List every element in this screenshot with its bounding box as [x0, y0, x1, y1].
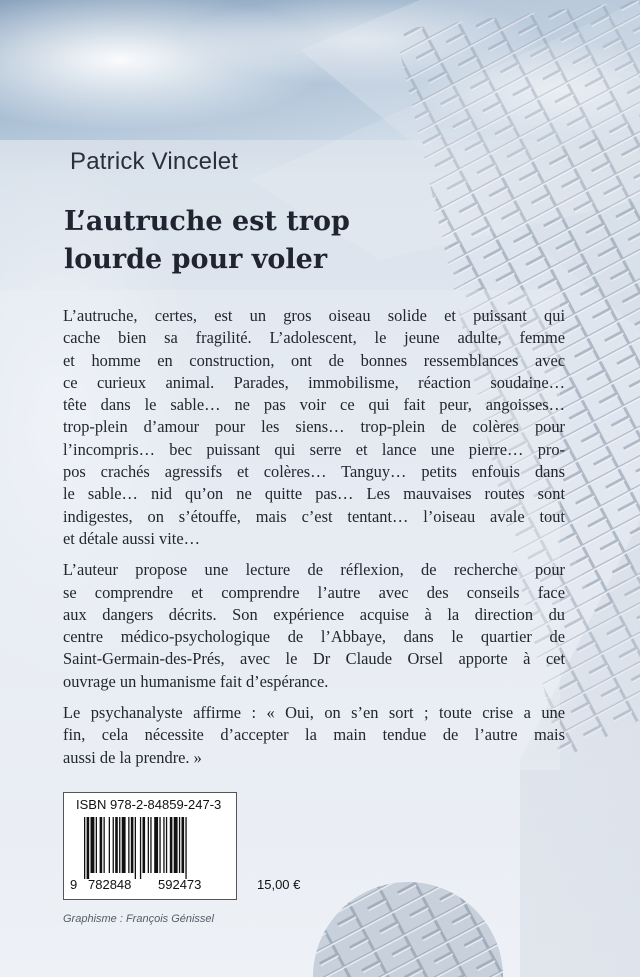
- blurb-line: se comprendre et comprendre l’autre avec des conseils face: [63, 582, 565, 602]
- title-line: lourde pour voler: [64, 244, 328, 275]
- blurb-line: cache bien sa fragilité. L’adolescent, le jeune adulte, femme: [63, 328, 565, 348]
- blurb-line: aux dangers décrits. Son expérience acquise à la direction du: [63, 604, 565, 624]
- barcode-bar: [100, 817, 103, 873]
- blurb-line: l’incompris… bec puissant qui serre et lance une pierre… pro-: [63, 439, 565, 459]
- barcode-bar: [154, 817, 158, 873]
- blurb-line: L’autruche, certes, est un gros oiseau solide et puissant qui: [63, 306, 565, 325]
- barcode-digits-right: 592473: [158, 877, 202, 892]
- barcode-bar: [122, 817, 126, 873]
- barcode-bar: [119, 817, 120, 873]
- blurb-line: centre médico-psychologique de l’Abbaye, dans le quartier de: [63, 627, 565, 647]
- blurb-line: ouvrage un humanisme fait d’espérance.: [63, 671, 329, 691]
- blurb-line: fin, cela nécessite d’accepter la main tendue de l’autre mais: [63, 725, 565, 745]
- barcode-bar: [179, 817, 180, 873]
- barcode-bar: [159, 817, 160, 873]
- barcode-bar: [166, 817, 167, 873]
- barcode-digit-first: 9: [70, 877, 78, 892]
- barcode-bar: [109, 817, 110, 873]
- barcode-bar: [135, 817, 136, 879]
- blurb-line: et homme en construction, ont de bonnes ressemblances avec: [63, 350, 565, 370]
- blurb-line: Saint-Germain-des-Prés, avec le Dr Claude Orsel apporte à cet: [63, 649, 565, 669]
- title-line: L’autruche est trop: [64, 206, 350, 237]
- blurb-paragraph-2: [63, 559, 565, 693]
- blurb-line: indigestes, on s’étouffe, mais c’est tentant… l’oiseau avale tout: [63, 506, 565, 526]
- barcode-bar: [163, 817, 164, 873]
- blurb-line: et détale aussi vite…: [63, 528, 200, 548]
- barcode-bar: [96, 817, 97, 873]
- barcode-bar: [104, 817, 105, 873]
- blurb-line: le sable… nid qu’on ne quitte pas… Les mauvaises routes sont: [63, 484, 565, 504]
- barcode-bar: [113, 817, 114, 873]
- barcode-digits-left: 782848: [88, 877, 132, 892]
- blurb-line: aussi de la prendre. »: [63, 747, 202, 767]
- barcode-bar: [131, 817, 134, 873]
- barcode-bar: [150, 817, 151, 873]
- back-cover-blurb: [63, 305, 565, 778]
- book-title: [64, 203, 484, 279]
- blurb-line: L’auteur propose une lecture de réflexion, de recherche pour: [63, 560, 565, 580]
- isbn-label: ISBN 978-2-84859-247-3: [76, 797, 222, 812]
- barcode-bar: [182, 817, 185, 873]
- barcode-bar: [128, 817, 129, 873]
- barcode-bar: [170, 817, 173, 873]
- barcode-bar: [143, 817, 146, 873]
- barcode-bar: [91, 817, 95, 873]
- price: 15,00 €: [257, 877, 301, 892]
- blurb-line: ce curieux animal. Parades, immobilisme, réaction soudaine…: [63, 372, 565, 392]
- blurb-line: trop-plein d’amour pour les siens… trop-plein de colères pour: [63, 417, 565, 437]
- barcode-bar: [174, 817, 178, 873]
- blurb-line: pos crachés agressifs et colères… Tanguy… petits enfouis dans: [63, 462, 565, 482]
- barcode-bar: [84, 817, 85, 879]
- blurb-paragraph-1: [63, 305, 565, 550]
- barcode-bar: [148, 817, 149, 873]
- isbn-barcode: [63, 792, 237, 900]
- design-credit: Graphisme : François Génissel: [63, 913, 214, 925]
- barcode-bar: [140, 817, 141, 879]
- author-name: Patrick Vincelet: [70, 148, 239, 175]
- barcode-bars: [84, 817, 224, 879]
- blurb-paragraph-3: [63, 702, 565, 769]
- blurb-line: Le psychanalyste affirme : « Oui, on s’en sort ; toute crise a une: [63, 703, 565, 723]
- barcode-bar: [115, 817, 118, 873]
- barcode-bar: [87, 817, 90, 879]
- barcode-bar: [185, 817, 186, 879]
- blurb-line: tête dans le sable… ne pas voir ce qui fait peur, angoisses…: [63, 395, 565, 415]
